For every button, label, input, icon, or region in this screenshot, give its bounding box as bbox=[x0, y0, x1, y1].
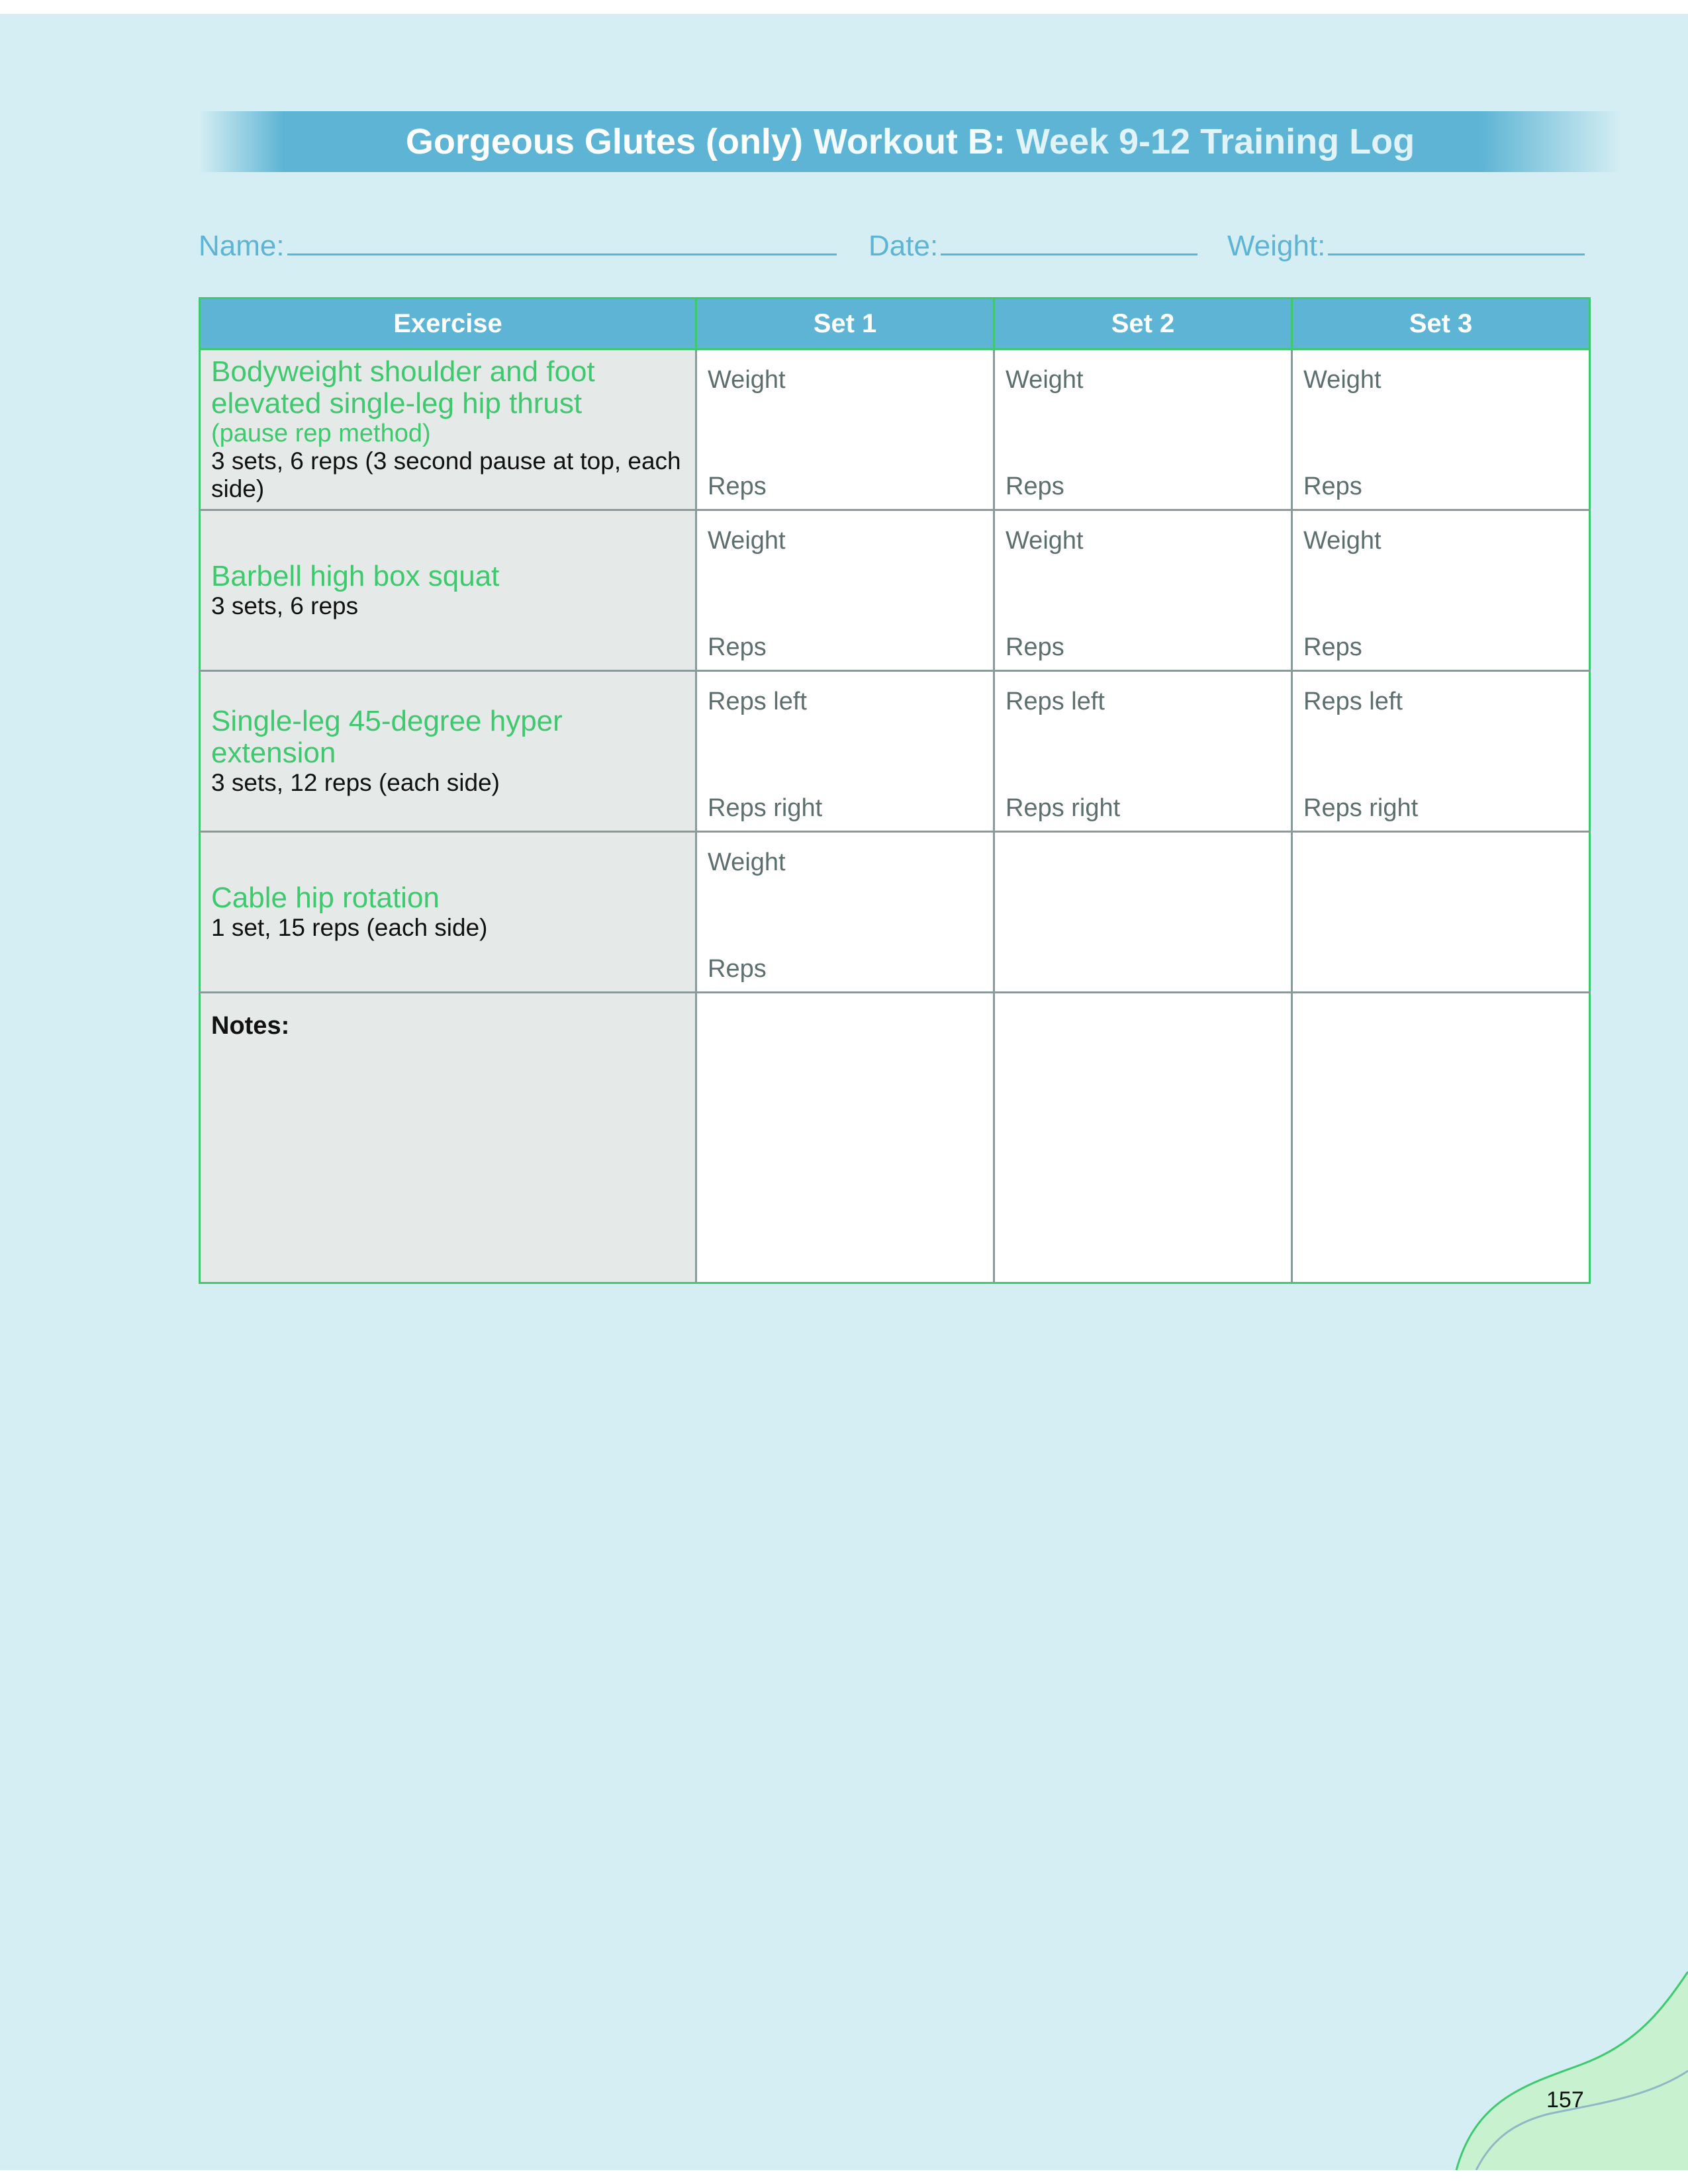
cell-bottom-label: Reps bbox=[1303, 473, 1362, 500]
cell-top-label: Weight bbox=[1006, 527, 1084, 555]
title-part-3: Week 9-12 Training Log bbox=[1015, 122, 1415, 161]
set-3-cell[interactable] bbox=[1292, 349, 1590, 510]
cell-top-label: Reps left bbox=[1303, 688, 1403, 715]
cell-top-label: Weight bbox=[1303, 527, 1382, 555]
cell-top-label: Reps left bbox=[708, 688, 807, 715]
header-fields bbox=[199, 212, 1589, 265]
cell-top-label: Reps left bbox=[1006, 688, 1105, 715]
name-label: Name: bbox=[199, 230, 285, 262]
training-log-table bbox=[199, 297, 1591, 1284]
set-2-cell[interactable] bbox=[994, 349, 1292, 510]
exercise-cell bbox=[200, 671, 696, 832]
exercise-prescription: 3 sets, 12 reps (each side) bbox=[211, 769, 500, 796]
notes-set-1-cell[interactable] bbox=[696, 993, 994, 1283]
table-row bbox=[200, 349, 1590, 510]
header-exercise: Exercise bbox=[200, 298, 696, 349]
corner-wave-decoration bbox=[1450, 1972, 1688, 2170]
exercise-prescription: 3 sets, 6 reps (3 second pause at top, each side) bbox=[211, 447, 681, 502]
cell-bottom-label: Reps right bbox=[1006, 794, 1121, 822]
cell-top-label: Weight bbox=[708, 848, 786, 876]
cell-bottom-label: Reps bbox=[708, 473, 767, 500]
exercise-name: Single-leg 45-degree hyper extension bbox=[211, 705, 563, 769]
exercise-prescription: 3 sets, 6 reps bbox=[211, 592, 359, 619]
title-part-1: Gorgeous Glutes (only) bbox=[405, 122, 803, 161]
cell-top-label: Weight bbox=[1006, 366, 1084, 394]
weight-blank-line[interactable] bbox=[1328, 226, 1585, 255]
cell-bottom-label: Reps bbox=[1303, 633, 1362, 661]
cell-bottom-label: Reps right bbox=[1303, 794, 1419, 822]
weight-field[interactable] bbox=[1227, 226, 1585, 263]
table-row bbox=[200, 832, 1590, 993]
notes-set-2-cell[interactable] bbox=[994, 993, 1292, 1283]
cell-bottom-label: Reps bbox=[708, 955, 767, 983]
exercise-name: Bodyweight shoulder and foot elevated single-leg hip thrust bbox=[211, 355, 595, 420]
page-number: 157 bbox=[1546, 2087, 1584, 2113]
set-3-cell[interactable] bbox=[1292, 832, 1590, 993]
date-blank-line[interactable] bbox=[941, 226, 1197, 255]
exercise-name: Barbell high box squat bbox=[211, 560, 500, 592]
exercise-name: Cable hip rotation bbox=[211, 882, 440, 914]
set-1-cell[interactable] bbox=[696, 510, 994, 671]
cell-bottom-label: Reps bbox=[1006, 633, 1064, 661]
notes-label-cell bbox=[200, 993, 696, 1283]
exercise-prescription: 1 set, 15 reps (each side) bbox=[211, 914, 488, 941]
date-label: Date: bbox=[868, 230, 939, 262]
exercise-cell bbox=[200, 510, 696, 671]
title-part-2: Workout B: bbox=[813, 122, 1006, 161]
set-2-cell[interactable] bbox=[994, 510, 1292, 671]
cell-bottom-label: Reps right bbox=[708, 794, 823, 822]
title-banner bbox=[199, 111, 1622, 172]
name-blank-line[interactable] bbox=[287, 226, 837, 255]
set-2-cell[interactable] bbox=[994, 832, 1292, 993]
header-set-3: Set 3 bbox=[1292, 298, 1590, 349]
table-row bbox=[200, 510, 1590, 671]
set-3-cell[interactable] bbox=[1292, 510, 1590, 671]
name-field[interactable] bbox=[199, 226, 837, 263]
table-row bbox=[200, 671, 1590, 832]
set-2-cell[interactable] bbox=[994, 671, 1292, 832]
table-header-row bbox=[200, 298, 1590, 349]
notes-label: Notes: bbox=[211, 1012, 290, 1040]
notes-row bbox=[200, 993, 1590, 1283]
date-field[interactable] bbox=[868, 226, 1197, 263]
wave-fill bbox=[1456, 1972, 1688, 2170]
cell-bottom-label: Reps bbox=[708, 633, 767, 661]
cell-top-label: Weight bbox=[1303, 366, 1382, 394]
cell-top-label: Weight bbox=[708, 366, 786, 394]
header-set-2: Set 2 bbox=[994, 298, 1292, 349]
exercise-method: (pause rep method) bbox=[211, 420, 431, 447]
set-3-cell[interactable] bbox=[1292, 671, 1590, 832]
exercise-cell bbox=[200, 832, 696, 993]
page bbox=[0, 14, 1688, 2170]
cell-bottom-label: Reps bbox=[1006, 473, 1064, 500]
set-1-cell[interactable] bbox=[696, 832, 994, 993]
set-1-cell[interactable] bbox=[696, 671, 994, 832]
notes-set-3-cell[interactable] bbox=[1292, 993, 1590, 1283]
set-1-cell[interactable] bbox=[696, 349, 994, 510]
exercise-cell bbox=[200, 349, 696, 510]
header-set-1: Set 1 bbox=[696, 298, 994, 349]
weight-label: Weight: bbox=[1227, 230, 1326, 262]
cell-top-label: Weight bbox=[708, 527, 786, 555]
